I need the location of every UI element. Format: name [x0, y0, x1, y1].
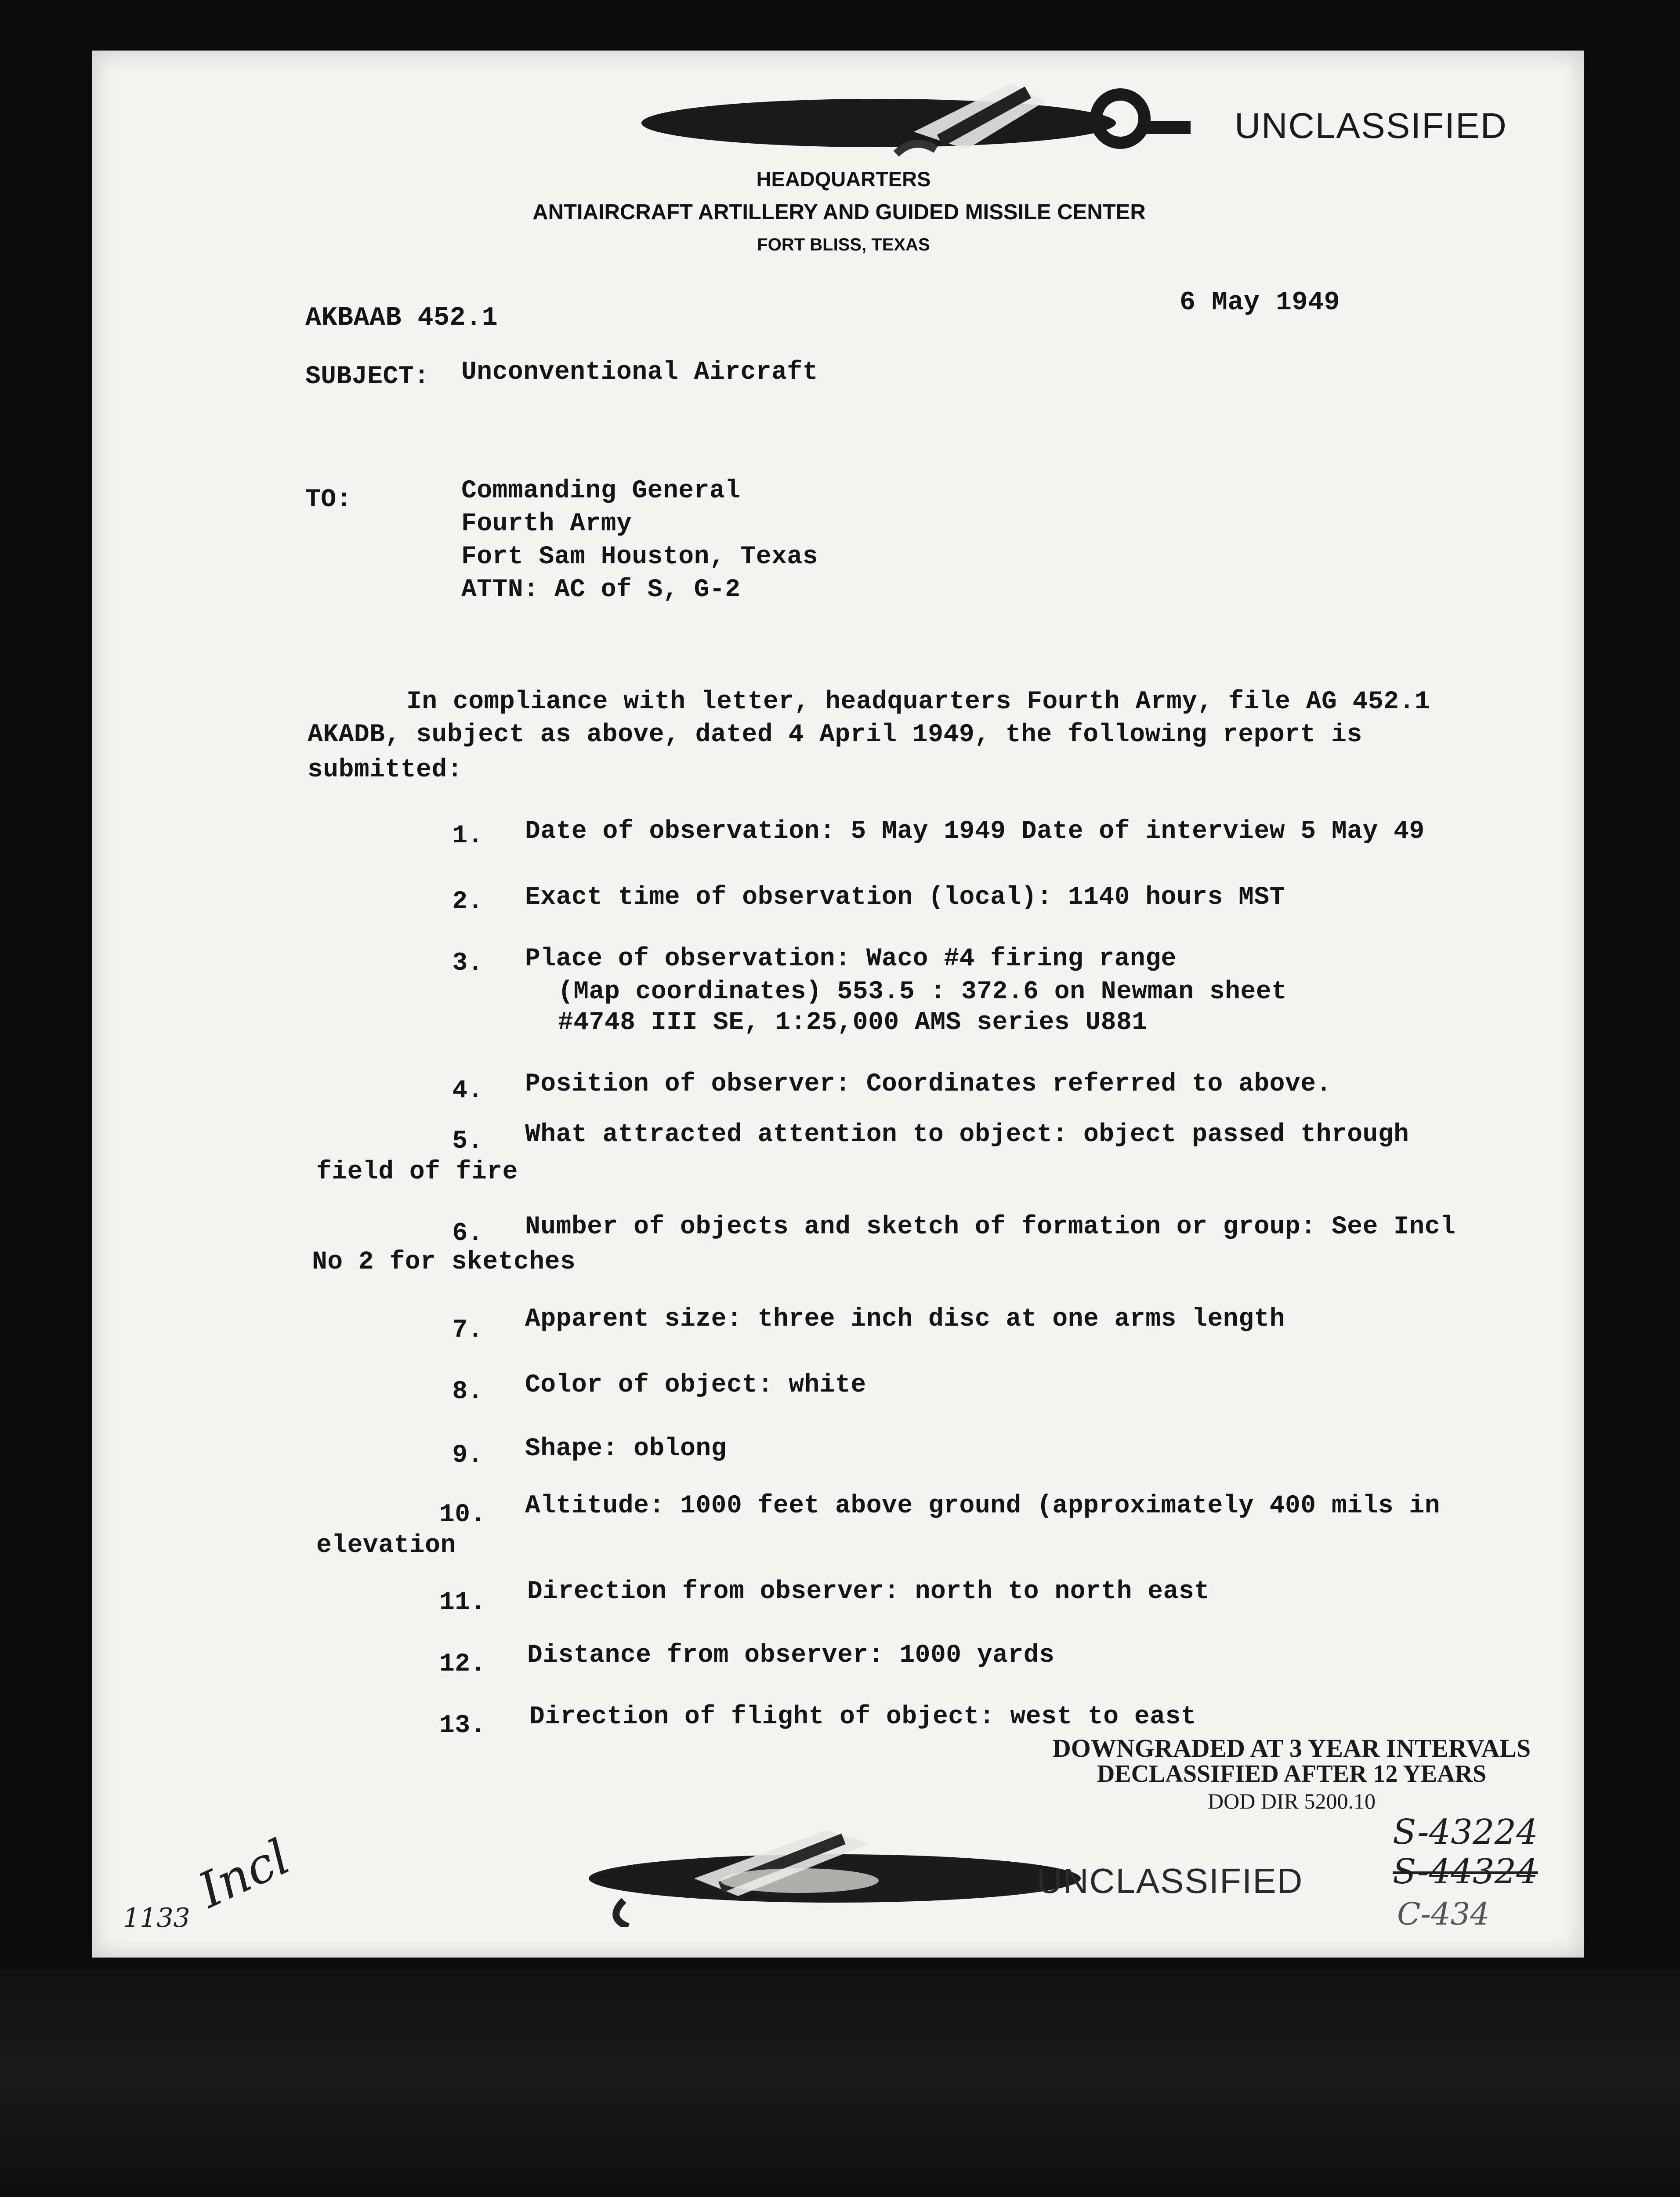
file-reference: AKBAAB 452.1 — [305, 303, 498, 333]
item-number: 10. — [439, 1501, 486, 1529]
item-continuation: No 2 for sketches — [312, 1248, 576, 1276]
film-margin — [0, 1969, 1680, 2197]
item-text: What attracted attention to object: object passed through — [525, 1120, 1409, 1149]
classification-top: UNCLASSIFIED — [1235, 106, 1507, 146]
to-label: TO: — [305, 486, 352, 514]
item-number: 4. — [452, 1077, 483, 1105]
item-text: Distance from observer: 1000 yards — [527, 1641, 1055, 1670]
handwritten-reference: S-43224 — [1393, 1813, 1538, 1852]
item-number: 3. — [452, 949, 483, 978]
intro-line: In compliance with letter, headquarters Fourth Army, file AG 452.1 — [406, 688, 1430, 716]
item-text: Number of objects and sketch of formation or group: See Incl — [525, 1213, 1456, 1241]
classification-bottom: UNCLASSIFIED — [1037, 1861, 1303, 1900]
item-number: 6. — [452, 1219, 483, 1248]
item-number: 8. — [452, 1378, 483, 1406]
item-text: Place of observation: Waco #4 firing range — [525, 945, 1177, 973]
item-text: Exact time of observation (local): 1140 hours MST — [525, 883, 1285, 912]
letterhead-line1: HEADQUARTERS — [756, 167, 931, 191]
document-date: 6 May 1949 — [1180, 288, 1340, 318]
item-continuation: elevation — [316, 1531, 456, 1560]
handwritten-initials: Incl — [190, 1828, 298, 1919]
to-line: ATTN: AC of S, G-2 — [461, 576, 741, 604]
intro-line: AKADB, subject as above, dated 4 April 1949, the following report is — [308, 721, 1362, 749]
document-page — [92, 51, 1584, 1958]
letterhead-line2: ANTIAIRCRAFT ARTILLERY AND GUIDED MISSILE CENTER — [532, 200, 1146, 224]
handwritten-reference-struck: S-44324 — [1393, 1852, 1538, 1892]
subject-text: Unconventional Aircraft — [461, 358, 818, 387]
redaction-mark-bottom — [554, 1804, 1103, 1927]
item-number: 11. — [439, 1588, 486, 1617]
downgrade-stamp-line: DOD DIR 5200.10 — [1208, 1789, 1376, 1813]
item-number: 13. — [439, 1711, 486, 1740]
item-continuation: field of fire — [316, 1158, 518, 1186]
item-text: Shape: oblong — [525, 1435, 727, 1463]
to-line: Fort Sam Houston, Texas — [461, 543, 818, 571]
item-text: Altitude: 1000 feet above ground (approximately 400 mils in — [525, 1492, 1441, 1520]
item-number: 2. — [452, 888, 483, 916]
to-line: Commanding General — [461, 477, 741, 505]
item-text: Position of observer: Coordinates referred to above. — [525, 1070, 1332, 1098]
item-text: Apparent size: three inch disc at one arms length — [525, 1305, 1285, 1334]
item-text: Color of object: white — [525, 1371, 866, 1399]
item-number: 12. — [439, 1650, 486, 1679]
downgrade-stamp-line: DECLASSIFIED AFTER 12 YEARS — [1097, 1760, 1487, 1787]
intro-line: submitted: — [308, 756, 463, 784]
downgrade-stamp-line: DOWNGRADED AT 3 YEAR INTERVALS — [1052, 1734, 1531, 1762]
item-text: #4748 III SE, 1:25,000 AMS series U881 — [558, 1008, 1148, 1037]
item-number: 5. — [452, 1127, 483, 1156]
handwritten-reference: C-434 — [1397, 1896, 1490, 1932]
item-text: Date of observation: 5 May 1949 Date of interview 5 May 49 — [525, 817, 1425, 846]
item-number: 7. — [452, 1316, 483, 1345]
item-text: Direction of flight of object: west to east — [529, 1703, 1197, 1731]
subject-label: SUBJECT: — [305, 363, 430, 391]
item-text: (Map coordinates) 553.5 : 372.6 on Newman sheet — [558, 978, 1287, 1006]
letterhead-line3: FORT BLISS, TEXAS — [757, 235, 930, 254]
to-line: Fourth Army — [461, 510, 632, 538]
handwritten-page-number: 1133 — [123, 1903, 190, 1933]
item-number: 1. — [452, 822, 483, 850]
item-text: Direction from observer: north to north east — [527, 1577, 1210, 1606]
item-number: 9. — [452, 1441, 483, 1470]
